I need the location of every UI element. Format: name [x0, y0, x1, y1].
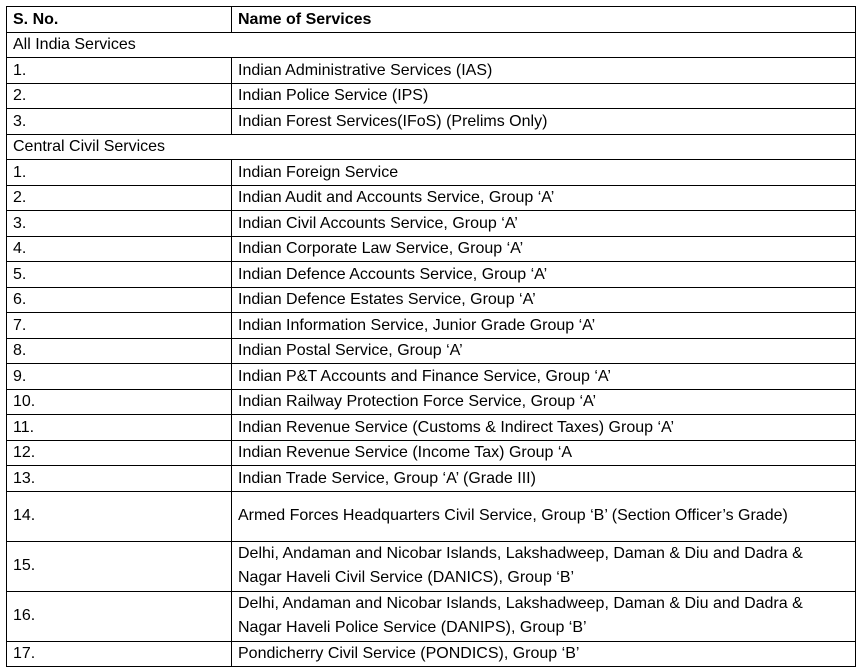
- serial-number: 5.: [7, 262, 232, 288]
- serial-number: 12.: [7, 440, 232, 466]
- table-header-row: [7, 7, 856, 33]
- table-row: [7, 389, 856, 415]
- header-service-name: Name of Services: [232, 7, 856, 33]
- serial-number: 11.: [7, 415, 232, 441]
- service-name: Indian Administrative Services (IAS): [232, 58, 856, 84]
- service-name: Indian P&T Accounts and Finance Service, Group ‘A’: [232, 364, 856, 390]
- serial-number: 13.: [7, 466, 232, 492]
- table-row: [7, 364, 856, 390]
- serial-number: 3.: [7, 211, 232, 237]
- serial-number: 1.: [7, 160, 232, 186]
- service-name: Indian Defence Accounts Service, Group ‘A’: [232, 262, 856, 288]
- service-name: Indian Police Service (IPS): [232, 83, 856, 109]
- section-row-central-civil-services: [7, 134, 856, 160]
- table-row: [7, 58, 856, 84]
- service-name: Indian Forest Services(IFoS) (Prelims Only): [232, 109, 856, 135]
- services-table: [6, 6, 856, 667]
- section-row-all-india-services: [7, 32, 856, 58]
- table-row: [7, 591, 856, 641]
- table-row: [7, 236, 856, 262]
- serial-number: 3.: [7, 109, 232, 135]
- table-row: [7, 211, 856, 237]
- service-name: Indian Foreign Service: [232, 160, 856, 186]
- table-row: [7, 160, 856, 186]
- serial-number: 2.: [7, 185, 232, 211]
- serial-number: 4.: [7, 236, 232, 262]
- serial-number: 2.: [7, 83, 232, 109]
- serial-number: 7.: [7, 313, 232, 339]
- serial-number: 14.: [7, 491, 232, 541]
- service-name: Indian Civil Accounts Service, Group ‘A’: [232, 211, 856, 237]
- service-name: Indian Postal Service, Group ‘A’: [232, 338, 856, 364]
- service-name: Indian Revenue Service (Income Tax) Group ‘A: [232, 440, 856, 466]
- section-title: All India Services: [7, 32, 856, 58]
- table-row: [7, 440, 856, 466]
- service-name: Pondicherry Civil Service (PONDICS), Group ‘B’: [232, 641, 856, 667]
- serial-number: 9.: [7, 364, 232, 390]
- service-name: Indian Information Service, Junior Grade Group ‘A’: [232, 313, 856, 339]
- table-row: [7, 109, 856, 135]
- table-row: [7, 466, 856, 492]
- serial-number: 1.: [7, 58, 232, 84]
- table-row: [7, 491, 856, 541]
- serial-number: 16.: [7, 591, 232, 641]
- serial-number: 8.: [7, 338, 232, 364]
- table-row: [7, 262, 856, 288]
- service-name: Indian Trade Service, Group ‘A’ (Grade III): [232, 466, 856, 492]
- header-serial-number: S. No.: [7, 7, 232, 33]
- service-name: Indian Corporate Law Service, Group ‘A’: [232, 236, 856, 262]
- service-name: Indian Revenue Service (Customs & Indirect Taxes) Group ‘A’: [232, 415, 856, 441]
- service-name: Delhi, Andaman and Nicobar Islands, Lakshadweep, Daman & Diu and Dadra & Nagar Haveli Police Service (DANIPS), Group ‘B’: [232, 591, 856, 641]
- table-row: [7, 541, 856, 591]
- table-row: [7, 185, 856, 211]
- serial-number: 17.: [7, 641, 232, 667]
- table-row: [7, 415, 856, 441]
- table-row: [7, 641, 856, 667]
- table-row: [7, 83, 856, 109]
- table-row: [7, 338, 856, 364]
- table-row: [7, 313, 856, 339]
- service-name: Indian Defence Estates Service, Group ‘A’: [232, 287, 856, 313]
- serial-number: 6.: [7, 287, 232, 313]
- table-row: [7, 287, 856, 313]
- service-name: Indian Railway Protection Force Service, Group ‘A’: [232, 389, 856, 415]
- service-name: Indian Audit and Accounts Service, Group ‘A’: [232, 185, 856, 211]
- service-name: Delhi, Andaman and Nicobar Islands, Lakshadweep, Daman & Diu and Dadra & Nagar Haveli Civil Service (DANICS), Group ‘B’: [232, 541, 856, 591]
- serial-number: 15.: [7, 541, 232, 591]
- service-name: Armed Forces Headquarters Civil Service, Group ‘B’ (Section Officer’s Grade): [232, 491, 856, 541]
- section-title: Central Civil Services: [7, 134, 856, 160]
- serial-number: 10.: [7, 389, 232, 415]
